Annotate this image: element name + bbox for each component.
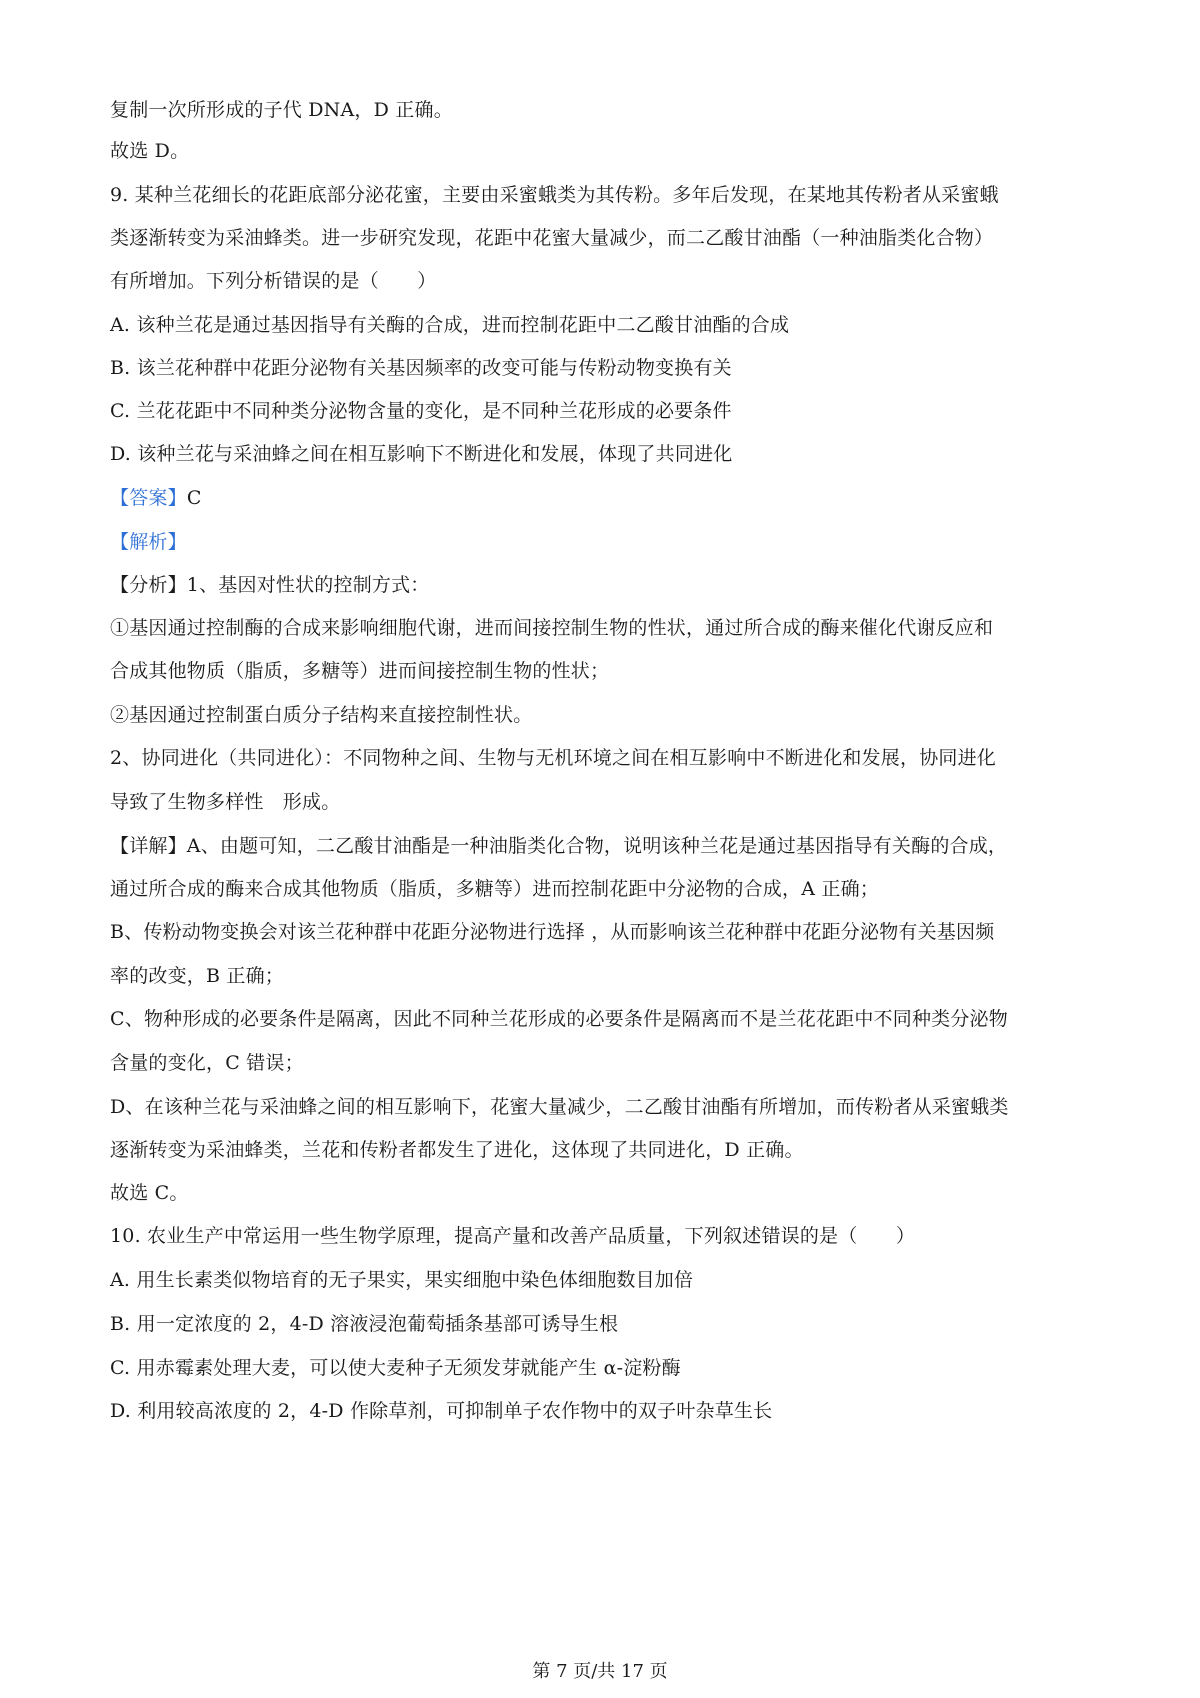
question-9-stem: 9. 某种兰花细长的花距底部分泌花蜜，主要由采蜜蛾类为其传粉。多年后发现，在某地其传粉者从采蜜蛾 xyxy=(110,184,999,206)
detail-text: 率的改变，B 正确； xyxy=(110,965,285,987)
question-9-option-c: C. 兰花花距中不同种类分泌物含量的变化，是不同种兰花形成的必要条件 xyxy=(110,400,732,422)
question-9-stem: 有所增加。下列分析错误的是（ ） xyxy=(110,270,437,292)
text-line: 复制一次所形成的子代 DNA，D 正确。 xyxy=(110,99,453,121)
question-9-stem: 类逐渐转变为采油蜂类。进一步研究发现，花距中花蜜大量减少，而二乙酸甘油酯（一种油脂类化合物） xyxy=(110,227,994,249)
detail-text: D、在该种兰花与采油蜂之间的相互影响下，花蜜大量减少，二乙酸甘油酯有所增加，而传粉者从采蜜蛾类 xyxy=(110,1096,1009,1118)
detail-text: 含量的变化，C 错误； xyxy=(110,1052,304,1074)
question-10-option-c: C. 用赤霉素处理大麦，可以使大麦种子无须发芽就能产生 α-淀粉酶 xyxy=(110,1357,681,1379)
analysis-text: ①基因通过控制酶的合成来影响细胞代谢，进而间接控制生物的性状，通过所合成的酶来催化代谢反应和 xyxy=(110,617,994,639)
analysis-text: 导致了生物多样性 形成。 xyxy=(110,791,341,813)
detail-text: 逐渐转变为采油蜂类，兰花和传粉者都发生了进化，这体现了共同进化，D 正确。 xyxy=(110,1139,804,1161)
analysis-text: ②基因通过控制蛋白质分子结构来直接控制性状。 xyxy=(110,704,533,726)
question-9-option-d: D. 该种兰花与采油蜂之间在相互影响下不断进化和发展，体现了共同进化 xyxy=(110,443,733,465)
analysis-text: 【分析】1、基因对性状的控制方式： xyxy=(110,574,430,596)
question-9-option-b: B. 该兰花种群中花距分泌物有关基因频率的改变可能与传粉动物变换有关 xyxy=(110,357,732,379)
question-10-option-b: B. 用一定浓度的 2，4-D 溶液浸泡葡萄插条基部可诱导生根 xyxy=(110,1313,619,1335)
question-10-option-d: D. 利用较高浓度的 2，4-D 作除草剂，可抑制单子农作物中的双子叶杂草生长 xyxy=(110,1400,773,1422)
analysis-label: 【解析】 xyxy=(110,531,187,553)
text-line: 故选 D。 xyxy=(110,140,190,162)
answer-label: 【答案】 xyxy=(110,487,187,509)
detail-text: 故选 C。 xyxy=(110,1182,189,1204)
detail-text: 通过所合成的酶来合成其他物质（脂质，多糖等）进而控制花距中分泌物的合成，A 正确； xyxy=(110,878,879,900)
question-10-stem: 10. 农业生产中常运用一些生物学原理，提高产量和改善产品质量，下列叙述错误的是（ ） xyxy=(110,1225,916,1247)
analysis-text: 合成其他物质（脂质，多糖等）进而间接控制生物的性状； xyxy=(110,660,610,682)
answer-line xyxy=(110,484,202,512)
answer-value: C xyxy=(186,487,202,509)
analysis-text: 2、协同进化（共同进化）：不同物种之间、生物与无机环境之间在相互影响中不断进化和发展，协同进化 xyxy=(110,747,996,769)
question-9-option-a: A. 该种兰花是通过基因指导有关酶的合成，进而控制花距中二乙酸甘油酯的合成 xyxy=(110,314,790,336)
detail-text: 【详解】A、由题可知，二乙酸甘油酯是一种油脂类化合物，说明该种兰花是通过基因指导有关酶的合成， xyxy=(110,835,1008,857)
question-10-option-a: A. 用生长素类似物培育的无子果实，果实细胞中染色体细胞数目加倍 xyxy=(110,1269,694,1291)
detail-text: B、传粉动物变换会对该兰花种群中花距分泌物进行选择 ，从而影响该兰花种群中花距分泌物有关基因频 xyxy=(110,921,995,943)
page-footer: 第 7 页/共 17 页 xyxy=(532,1661,668,1682)
detail-text: C、物种形成的必要条件是隔离，因此不同种兰花形成的必要条件是隔离而不是兰花花距中不同种类分泌物 xyxy=(110,1008,1008,1030)
